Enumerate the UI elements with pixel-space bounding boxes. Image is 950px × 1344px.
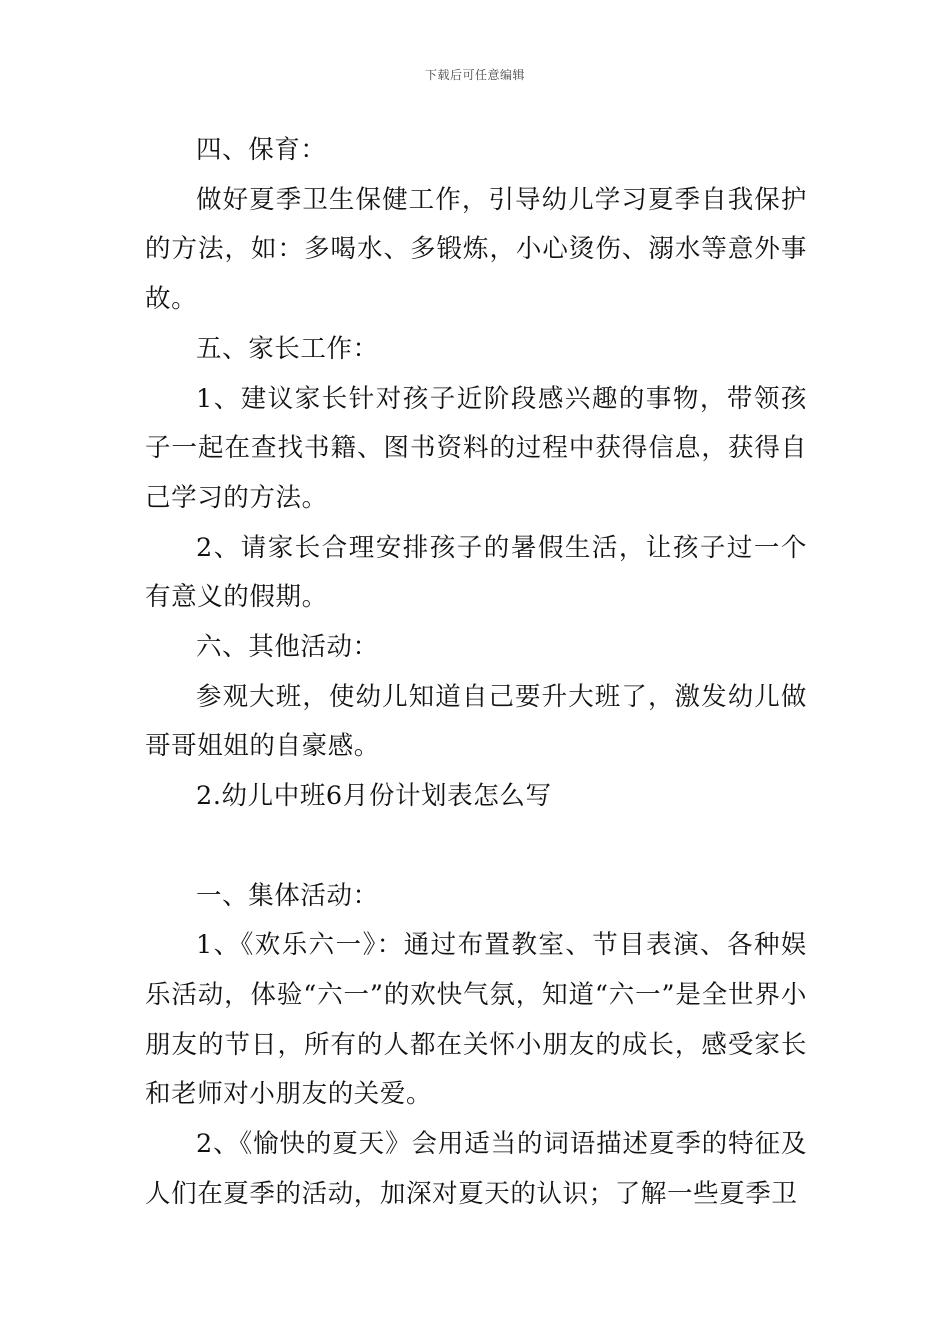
paragraph-group-activity-1: 1、《欢乐六一》：通过布置教室、节目表演、各种娱乐活动，体验“六一”的欢快气氛，知道“六一”是全世界小朋友的节日，所有的人都在关怀小朋友的成长，感受家长和老师对小朋友的关爱。	[145, 930, 807, 1110]
document-body	[145, 126, 807, 1219]
section-heading-group-activities: 一、集体活动：	[196, 880, 379, 911]
blank-line	[145, 822, 807, 872]
document-subtitle: 2.幼儿中班6月份计划表怎么写	[196, 781, 552, 812]
paragraph-group-activity-2: 2、《愉快的夏天》会用适当的词语描述夏季的特征及人们在夏季的活动，加深对夏天的认识；了解一些夏季卫	[145, 1129, 807, 1209]
paragraph-childcare: 做好夏季卫生保健工作，引导幼儿学习夏季自我保护的方法，如：多喝水、多锻炼，小心烫伤、溺水等意外事故。	[145, 184, 807, 315]
paragraph-parent-work-1: 1、建议家长针对孩子近阶段感兴趣的事物，带领孩子一起在查找书籍、图书资料的过程中获得信息，获得自己学习的方法。	[145, 383, 807, 513]
paragraph-other-activities: 参观大班，使幼儿知道自己要升大班了，激发幼儿做哥哥姐姐的自豪感。	[145, 681, 807, 762]
section-heading-childcare: 四、保育：	[196, 135, 327, 165]
header-note: 下载后可任意编辑	[424, 68, 525, 82]
section-heading-parent-work: 五、家长工作：	[196, 333, 379, 364]
paragraph-parent-work-2: 2、请家长合理安排孩子的暑假生活，让孩子过一个有意义的假期。	[145, 532, 807, 613]
section-heading-other-activities: 六、其他活动：	[196, 632, 379, 663]
